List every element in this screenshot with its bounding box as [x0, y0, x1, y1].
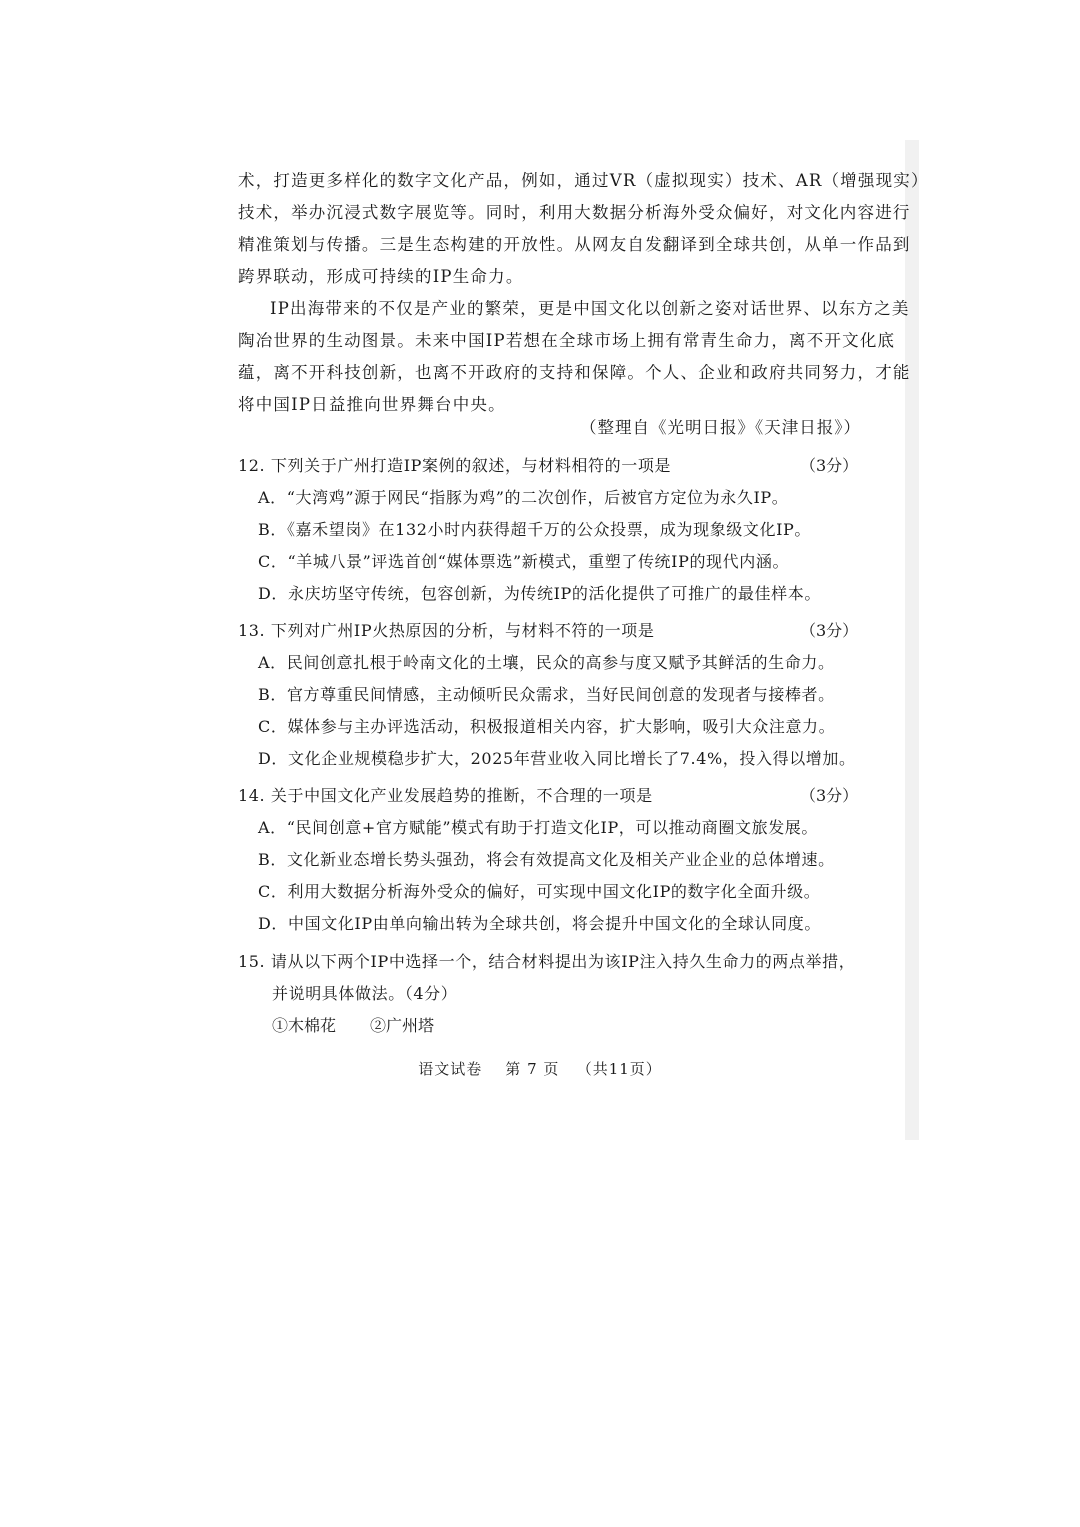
passage-line: 术，打造更多样化的数字文化产品，例如，通过VR（虚拟现实）技术、AR（增强现实） [238, 171, 929, 190]
passage-line: 蕴，离不开科技创新，也离不开政府的支持和保障。个人、企业和政府共同努力，才能 [238, 363, 911, 382]
question-14-option-a: A．“民间创意+官方赋能”模式有助于打造文化IP，可以推动商圈文旅发展。 [258, 818, 819, 837]
question-15-choice-1: ①木棉花 [272, 1016, 337, 1035]
question-15-stem-continued: 并说明具体做法。（4分） [272, 984, 458, 1003]
question-12-option-d: D．永庆坊坚守传统，包容创新，为传统IP的活化提供了可推广的最佳样本。 [258, 584, 821, 603]
question-12-option-b: B．《嘉禾望岗》在132小时内获得超千万的公众投票，成为现象级文化IP。 [258, 520, 811, 539]
passage-source: （整理自《光明日报》《天津日报》） [580, 418, 861, 437]
page-edge-shadow [905, 140, 919, 1140]
passage-line: IP出海带来的不仅是产业的繁荣，更是中国文化以创新之姿对话世界、以东方之美 [270, 299, 910, 318]
question-15-choice-2: ②广州塔 [370, 1016, 435, 1035]
question-14-stem: 14. 关于中国文化产业发展趋势的推断，不合理的一项是 [238, 786, 653, 805]
question-13-stem: 13. 下列对广州IP火热原因的分析，与材料不符的一项是 [238, 621, 655, 640]
page-footer [0, 1058, 1080, 1080]
question-14-option-d: D．中国文化IP由单向输出转为全球共创，将会提升中国文化的全球认同度。 [258, 914, 821, 933]
question-14-score: （3分） [800, 786, 859, 805]
question-12-score: （3分） [800, 456, 859, 475]
passage-line: 精准策划与传播。三是生态构建的开放性。从网友自发翻译到全球共创，从单一作品到 [238, 235, 911, 254]
question-12-option-a: A．“大湾鸡”源于网民“指豚为鸡”的二次创作，后被官方定位为永久IP。 [258, 488, 789, 507]
question-13-option-c: C．媒体参与主办评选活动，积极报道相关内容，扩大影响，吸引大众注意力。 [258, 717, 836, 736]
footer-total-pages: （共11页） [576, 1060, 662, 1078]
passage-line: 技术，举办沉浸式数字展览等。同时，利用大数据分析海外受众偏好，对文化内容进行 [238, 203, 911, 222]
question-12-stem: 12. 下列关于广州打造IP案例的叙述，与材料相符的一项是 [238, 456, 672, 475]
passage-line: 将中国IP日益推向世界舞台中央。 [238, 395, 506, 414]
question-14-option-b: B．文化新业态增长势头强劲，将会有效提高文化及相关产业企业的总体增速。 [258, 850, 835, 869]
footer-subject: 语文试卷 [418, 1060, 483, 1078]
passage-line: 陶冶世界的生动图景。未来中国IP若想在全球市场上拥有常青生命力，离不开文化底 [238, 331, 896, 350]
question-12-option-c: C．“羊城八景”评选首创“媒体票选”新模式，重塑了传统IP的现代内涵。 [258, 552, 790, 571]
question-13-option-d: D．文化企业规模稳步扩大，2025年营业收入同比增长了7.4%，投入得以增加。 [258, 749, 856, 768]
question-14-option-c: C．利用大数据分析海外受众的偏好，可实现中国文化IP的数字化全面升级。 [258, 882, 821, 901]
question-13-option-a: A．民间创意扎根于岭南文化的土壤，民众的高参与度又赋予其鲜活的生命力。 [258, 653, 835, 672]
question-13-score: （3分） [800, 621, 859, 640]
passage-line: 跨界联动，形成可持续的IP生命力。 [238, 267, 524, 286]
question-13-option-b: B．官方尊重民间情感，主动倾听民众需求，当好民间创意的发现者与接棒者。 [258, 685, 835, 704]
footer-page-number: 第 7 页 [505, 1060, 560, 1078]
question-15-stem: 15. 请从以下两个IP中选择一个，结合材料提出为该IP注入持久生命力的两点举措， [238, 952, 856, 971]
